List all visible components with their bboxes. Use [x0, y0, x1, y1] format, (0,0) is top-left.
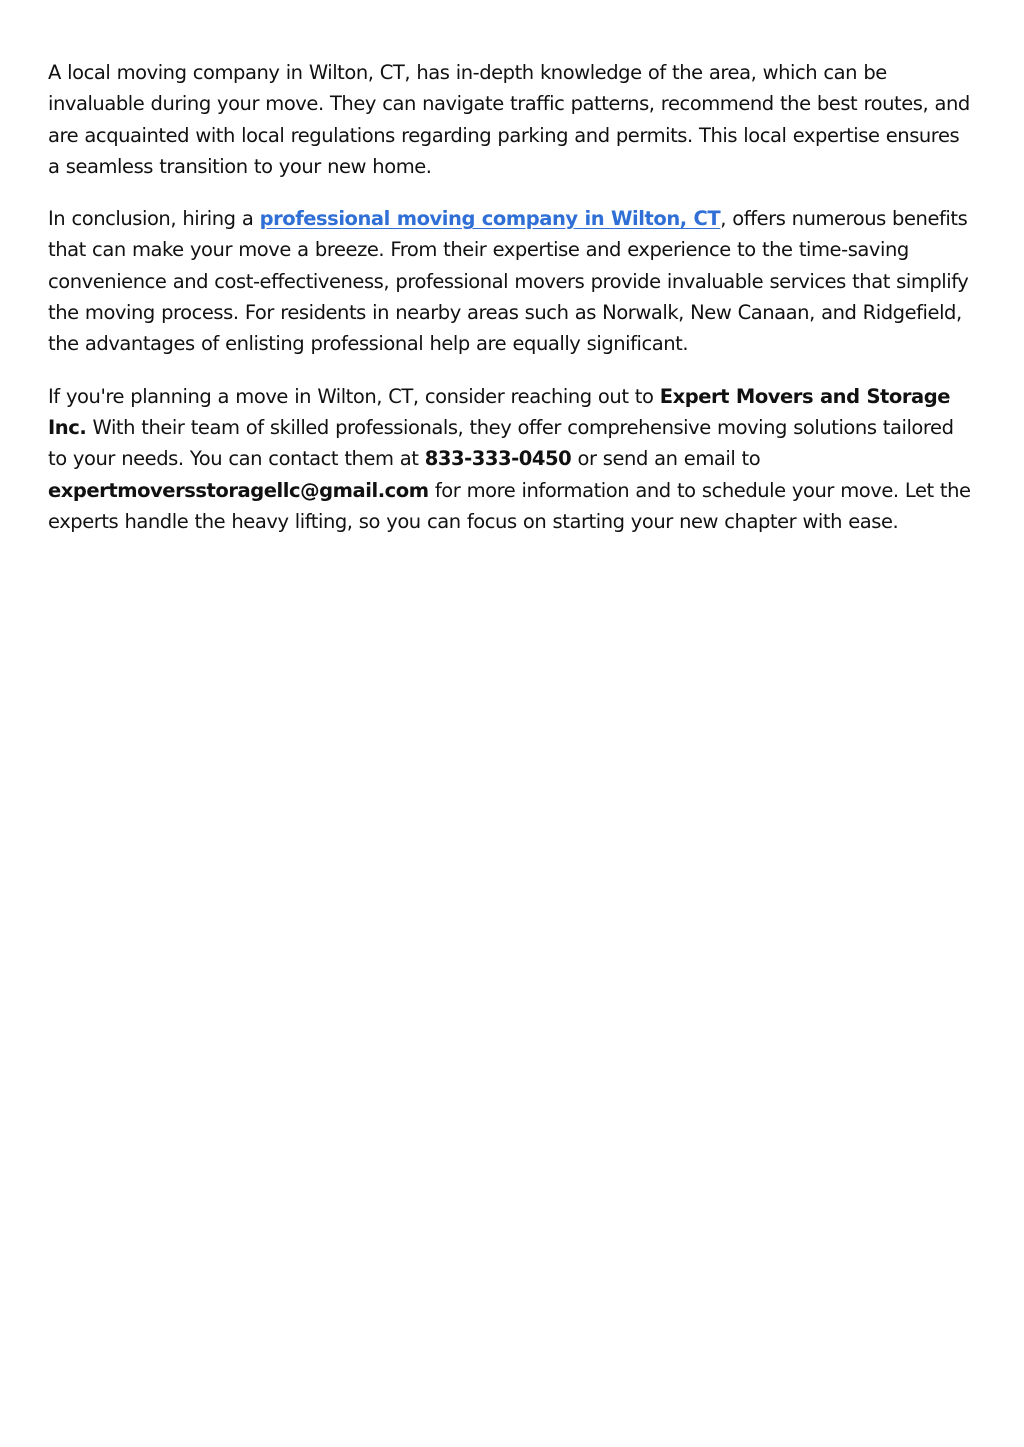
contact-outro-text: for more information and to schedule your move. Let the experts handle the heavy lifting, so you can focus on starting your new chapter with ease.: [48, 478, 971, 533]
paragraph-conclusion: [48, 203, 976, 359]
moving-company-link[interactable]: professional moving company in Wilton, CT: [259, 207, 721, 231]
company-name: Expert Movers and Storage Inc.: [48, 384, 951, 439]
conclusion-text-after-link: , offers numerous benefits that can make your move a breeze. From their expertise and experience to the time-saving convenience and cost-effectiveness, professional movers provide invaluable services that simplify the moving process. For residents in nearby areas such as Norwalk, New Canaan, and Ridgefield, the advantages of enlisting professional help are equally significant.: [48, 207, 969, 356]
email-address: expertmoversstoragellc@gmail.com: [48, 478, 429, 502]
document-body: [48, 57, 976, 558]
paragraph-local-knowledge-text: A local moving company in Wilton, CT, has in-depth knowledge of the area, which can be invaluable during your move. They can navigate traffic patterns, recommend the best routes, and are acquainted with local regulations regarding parking and permits. This local expertise ensures a seamless transition to your new home.: [48, 61, 970, 178]
contact-middle-text: With their team of skilled professionals, they offer comprehensive moving solutions tailored to your needs. You can contact them at: [48, 415, 954, 471]
conclusion-text-before-link: In conclusion, hiring a: [48, 207, 260, 231]
paragraph-local-knowledge: [48, 57, 976, 182]
contact-intro-text: If you're planning a move in Wilton, CT, consider reaching out to: [48, 384, 660, 408]
contact-email-intro-text: or send an email to: [571, 447, 761, 471]
phone-number: 833-333-0450: [424, 447, 572, 471]
paragraph-contact: [48, 381, 976, 537]
